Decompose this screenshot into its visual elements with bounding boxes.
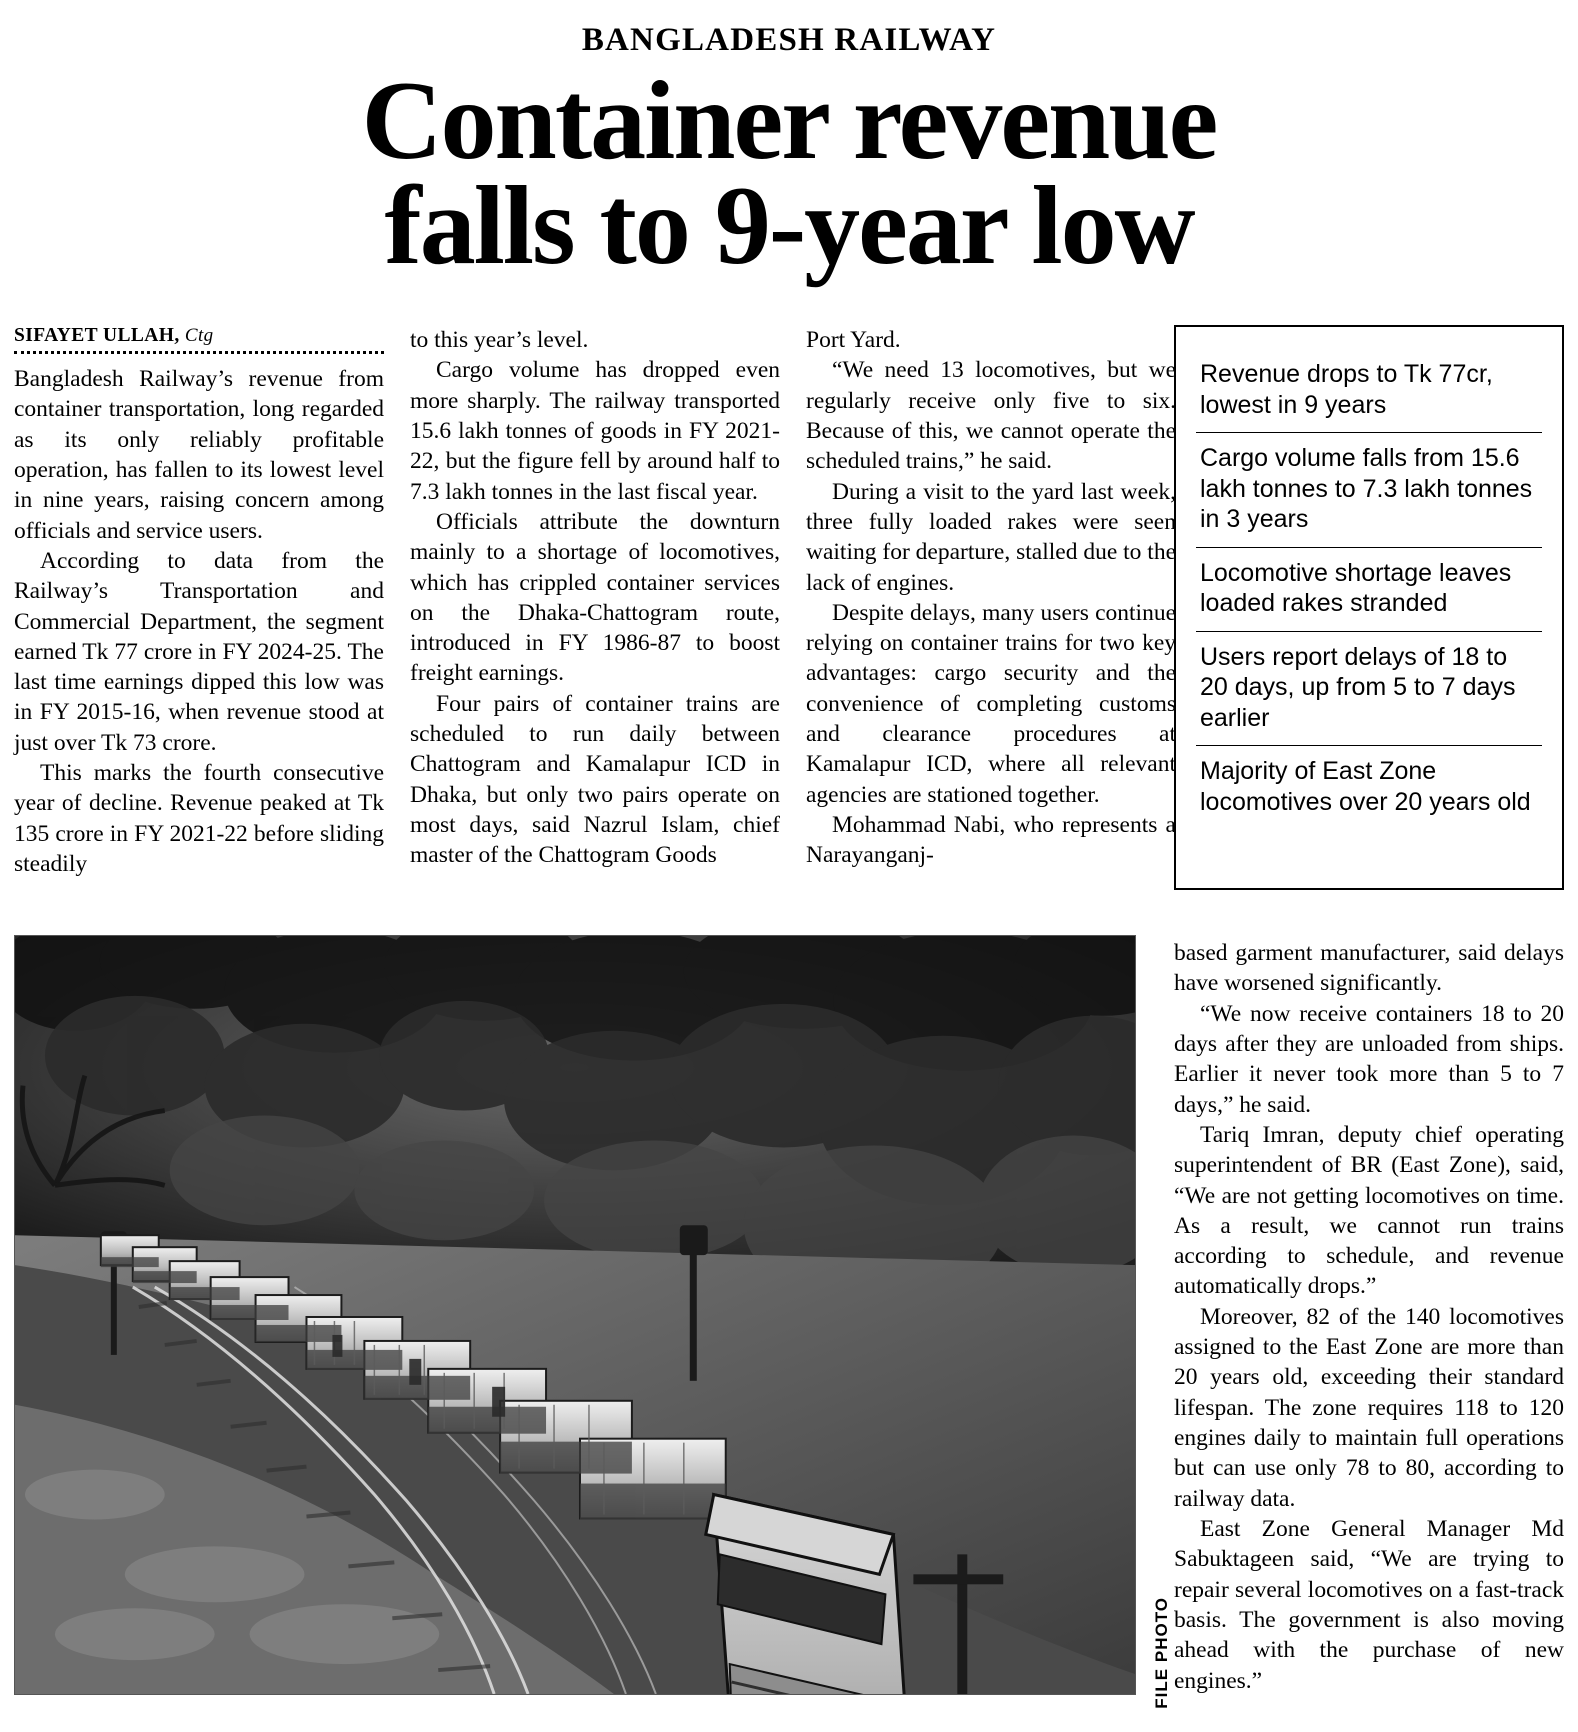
paragraph: “We need 13 locomotives, but we regularly receive only five to six. Because of this, we cannot operate the scheduled trains,” he said. [806,357,1176,475]
page-title [0,59,1578,289]
column-2 [410,325,780,879]
list-item: Revenue drops to Tk 77cr, lowest in 9 years [1196,349,1542,433]
byline-author: SIFAYET ULLAH, [14,325,180,346]
key-points-list [1196,349,1542,829]
paragraph: Despite delays, many users continue relying on container trains for two key advantages: cargo security and the convenience of completing customs and clearance procedures at Kamalapur ICD, where all relevant agencies are stationed together. [806,599,1176,808]
column-3 [806,325,1176,879]
paragraph: Mohammad Nabi, who represents a Narayanganj- [806,812,1176,869]
headline-line-2: falls to 9-year low [384,164,1194,289]
column-1 [14,325,384,879]
paragraph: This marks the fourth consecutive year of decline. Revenue peaked at Tk 135 crore in FY 2021-22 before sliding steadily [14,760,384,877]
paragraph: Moreover, 82 of the 140 locomotives assigned to the East Zone are more than 20 years old, exceeding their standard lifespan. The zone requires 118 to 120 engines daily to maintain full operations but can use only 78 to 80, according to railway data. [1174,1303,1564,1512]
section-kicker: BANGLADESH RAILWAY [581,22,997,58]
paragraph: to this year’s level. [410,327,589,353]
paragraph: Four pairs of container trains are scheduled to run daily between Chattogram and Kamalapur ICD in Dhaka, but only two pairs operate on most days, said Nazrul Islam, chief master of the Chattogram Goods [410,690,780,869]
paragraph: based garment manufacturer, said delays have worsened significantly. [1174,940,1564,997]
list-item: Cargo volume falls from 15.6 lakh tonnes to 7.3 lakh tonnes in 3 years [1196,433,1542,548]
paragraph: According to data from the Railway’s Transportation and Commercial Department, the segment earned Tk 77 crore in FY 2024-25. The last time earnings dipped this low was in FY 2015-16, when revenue stood at just over Tk 73 crore. [14,547,384,756]
column-4 [1174,938,1564,1696]
paragraph: During a visit to the yard last week, three fully loaded rakes were seen waiting for departure, stalled due to the lack of engines. [806,478,1176,596]
freight-train-photo [14,935,1136,1695]
article-photo-figure [14,935,1171,1717]
list-item: Locomotive shortage leaves loaded rakes stranded [1196,548,1542,632]
list-item: Users report delays of 18 to 20 days, up from 5 to 7 days earlier [1196,632,1542,747]
key-points-box [1174,325,1564,890]
paragraph: Officials attribute the downturn mainly to a shortage of locomotives, which has crippled container services on the Dhaka-Chattogram route, introduced in FY 1986-87 to boost freight earnings. [410,508,780,687]
headline-line-1: Container revenue [361,59,1217,183]
photo-credit: FILE PHOTO [1152,1597,1171,1709]
paragraph: Port Yard. [806,327,901,353]
paragraph: Cargo volume has dropped even more sharply. The railway transported 15.6 lakh tonnes of goods in FY 2021-22, but the figure fell by around half to 7.3 lakh tonnes in the last fiscal year. [410,357,780,505]
paragraph: Bangladesh Railway’s revenue from container transportation, long regarded as its only reliably profitable operation, has fallen to its lowest level in nine years, raising concern among officials and service users. [14,366,384,544]
byline-location: Ctg [184,325,214,346]
paragraph: Tariq Imran, deputy chief operating superintendent of BR (East Zone), said, “We are not getting locomotives on time. As a result, we cannot run trains according to schedule, and revenue automatically drops.” [1174,1121,1564,1300]
list-item: Majority of East Zone locomotives over 20 years old [1200,757,1531,816]
byline [14,325,384,347]
byline-divider [14,351,384,354]
paragraph: East Zone General Manager Md Sabuktageen said, “We are trying to repair several locomotives on a fast-track basis. The government is also moving ahead with the purchase of new engines.” [1174,1515,1564,1694]
paragraph: “We now receive containers 18 to 20 days after they are unloaded from ships. Earlier it never took more than 5 to 7 days,” he said. [1174,1000,1564,1118]
